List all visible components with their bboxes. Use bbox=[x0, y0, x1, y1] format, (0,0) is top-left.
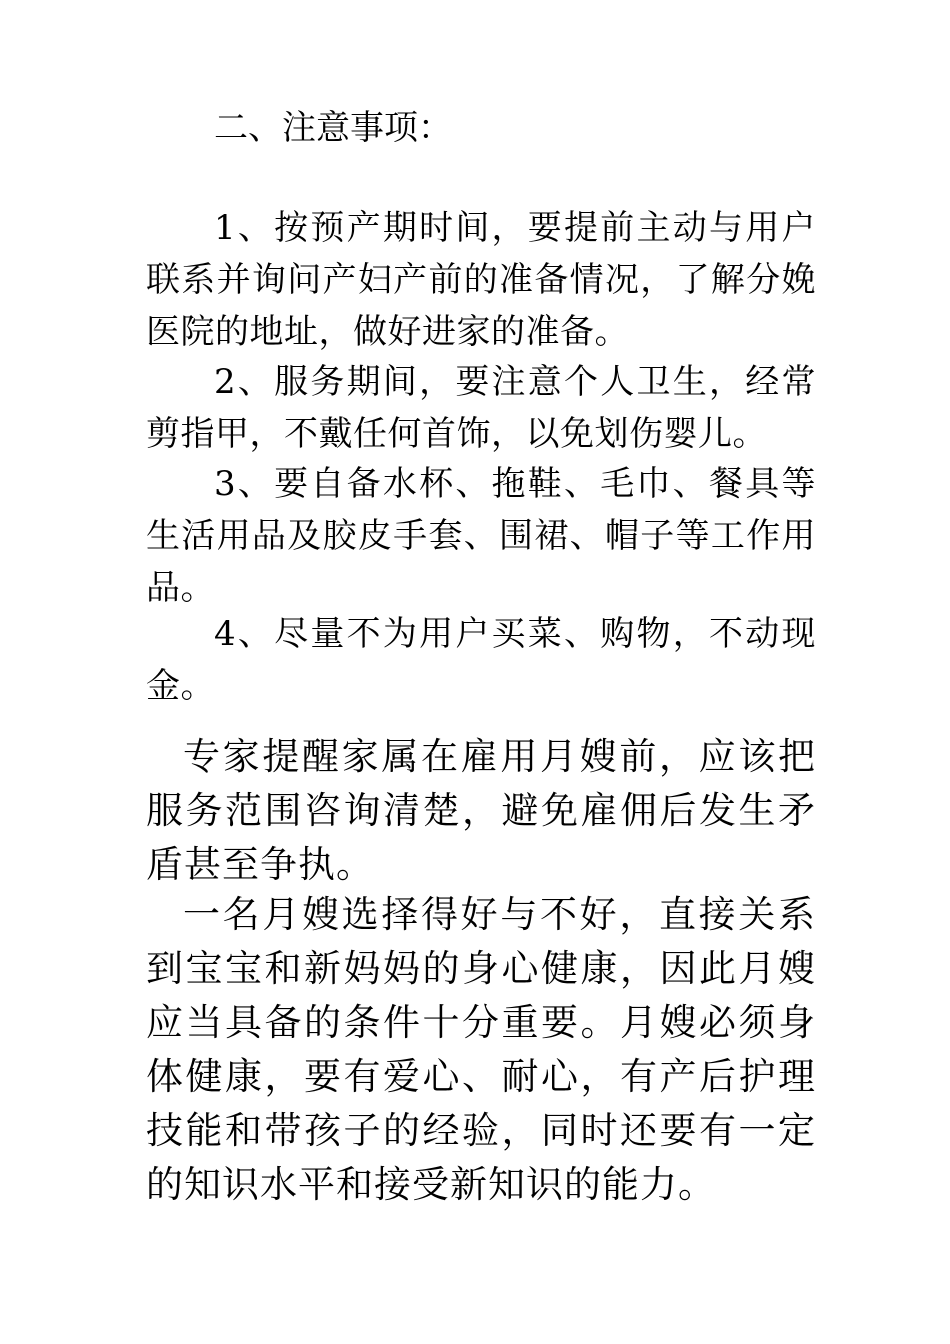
expert-tip-paragraph: 专家提醒家属在雇用月嫂前，应该把服务范围咨询清楚，避免雇佣后发生矛盾甚至争执。 bbox=[146, 735, 816, 886]
nanny-requirements-paragraph: 一名月嫂选择得好与不好，直接关系到宝宝和新妈妈的身心健康，因此月嫂应当具备的条件十分重要。月嫂必须身体健康，要有爱心、耐心，有产后护理技能和带孩子的经验，同时还要有一定的知识水平和接受新知识的能力。 bbox=[146, 893, 816, 1206]
notice-item-3: 3、要自备水杯、拖鞋、毛巾、餐具等生活用品及胶皮手套、围裙、帽子等工作用品。 bbox=[146, 464, 816, 608]
section-heading: 二、注意事项： bbox=[214, 108, 452, 148]
notice-item-2: 2、服务期间，要注意个人卫生，经常剪指甲，不戴任何首饰，以免划伤婴儿。 bbox=[146, 362, 816, 454]
notice-item-1: 1、按预产期时间，要提前主动与用户联系并询问产妇产前的准备情况，了解分娩医院的地址，做好进家的准备。 bbox=[146, 208, 816, 352]
notice-item-4: 4、尽量不为用户买菜、购物，不动现金。 bbox=[146, 614, 816, 706]
